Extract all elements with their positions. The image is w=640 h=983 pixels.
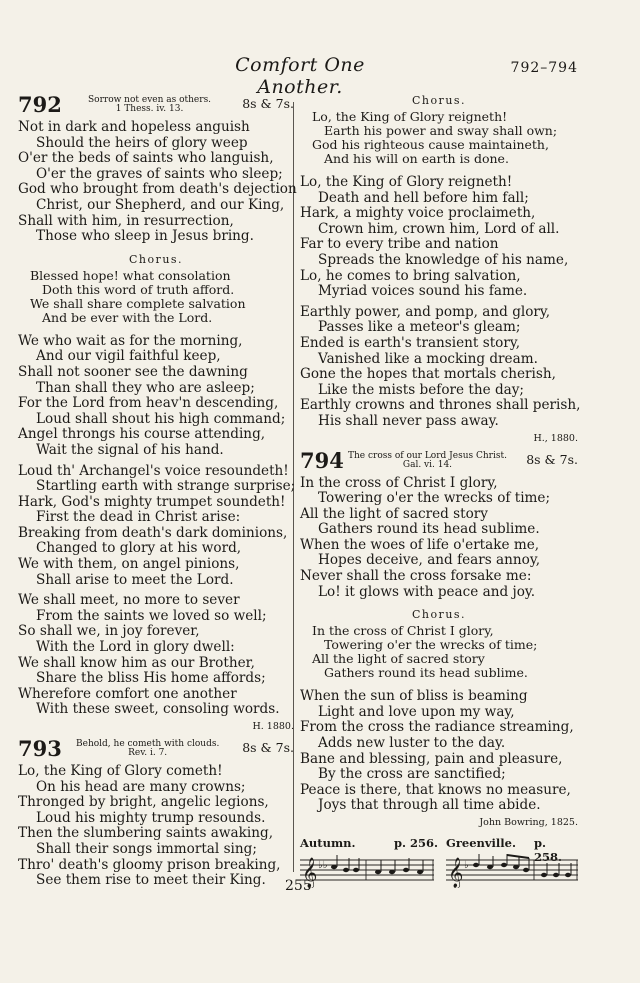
verse-line: Shall not sooner see the dawning (18, 363, 248, 380)
verse-line: From the saints we loved so well; (36, 607, 267, 624)
verse-line: Bane and blessing, pain and pleasure, (300, 750, 563, 767)
verse-line: Thro' death's gloomy prison breaking, (18, 856, 281, 873)
verse-line: Shall with him, in resurrection, (18, 212, 234, 229)
left-column (18, 92, 297, 894)
verse-line: Shall their songs immortal sing; (36, 840, 257, 857)
attribution: John Bowring, 1825. (479, 817, 578, 828)
hymn-range: 792–794 (510, 60, 578, 76)
meter: 8s & 7s. (242, 740, 294, 755)
hymn-number: 792 (18, 92, 62, 117)
tune-name: Autumn. (300, 836, 356, 850)
music-staff-autumn (300, 854, 434, 888)
verse-line: Ended is earth's transient story, (300, 334, 521, 351)
verse-line: From the cross the radiance streaming, (300, 719, 574, 736)
verse-line: His shall never pass away. (318, 412, 499, 429)
verse-line: See them rise to meet their King. (36, 872, 266, 889)
page-number: 255 (285, 878, 312, 894)
chorus-line: And be ever with the Lord. (42, 309, 213, 325)
verse-line: So shall we, in joy forever, (18, 623, 200, 640)
verse-line: By the cross are sanctified; (318, 766, 506, 783)
chorus-line: All the light of sacred story (312, 651, 485, 667)
meter: 8s & 7s. (242, 96, 294, 111)
verse-line: Than shall they who are asleep; (36, 379, 255, 396)
verse-line: Angel throngs his course attending, (18, 426, 266, 443)
stanza (18, 334, 294, 459)
hymn-number: 793 (18, 736, 62, 761)
scripture-reference: Behold, he cometh with clouds. Rev. i. 7. (76, 739, 220, 758)
verse-line: Earthly power, and pomp, and glory, (300, 303, 551, 320)
hymn-793-header (18, 736, 294, 764)
verse-line: Hark, a mighty voice proclaimeth, (300, 205, 536, 222)
chorus-line: Blessed hope! what consolation (30, 267, 231, 283)
verse-line: On his head are many crowns; (36, 778, 246, 795)
verse-line: Gone the hopes that mortals cherish, (300, 366, 556, 383)
verse-line: Gathers round its head sublime. (318, 521, 540, 538)
verse-line: Never shall the cross forsake me: (300, 568, 532, 585)
verse-line: Adds new luster to the day. (318, 735, 506, 752)
verse-line: Then the slumbering saints awaking, (18, 825, 274, 842)
stanza (18, 764, 294, 889)
tune-page: p. 256. (394, 836, 439, 850)
chorus-line: And his will on earth is done. (324, 151, 509, 166)
music-staff-greenville (446, 854, 578, 888)
chorus-line: Lo, the King of Glory reigneth! (312, 109, 508, 124)
verse-line: Towering o'er the wrecks of time; (318, 490, 551, 507)
verse-line: Loud th' Archangel's voice resoundeth! (18, 462, 289, 479)
chorus-line: Doth this word of truth afford. (42, 281, 235, 297)
verse-line: Earthly crowns and thrones shall perish, (300, 397, 581, 414)
verse-line: Lo, the King of Glory cometh! (18, 763, 223, 779)
svg-text:♭: ♭ (464, 860, 469, 871)
verse-line: Not in dark and hopeless anguish (18, 119, 250, 135)
chorus-label: Chorus. (128, 252, 184, 266)
verse-line: Those who sleep in Jesus bring. (36, 228, 254, 245)
verse-line: And our vigil faithful keep, (36, 348, 221, 365)
verse-line: We shall meet, no more to sever (18, 592, 240, 609)
svg-text:♭♭: ♭♭ (318, 860, 328, 871)
verse-line: Christ, our Shepherd, and our King, (36, 196, 285, 213)
verse-line: Breaking from death's dark dominions, (18, 524, 288, 541)
verse-line: God who brought from death's dejection (18, 181, 297, 198)
verse-line: With these sweet, consoling words. (36, 701, 280, 718)
stanza (300, 476, 578, 601)
tune-references (300, 836, 578, 898)
chorus-label: Chorus. (411, 608, 467, 622)
chorus-line: Earth his power and sway shall own; (324, 123, 558, 138)
verse-line: All the light of sacred story (300, 505, 488, 522)
verse-line: Vanished like a mocking dream. (318, 350, 538, 367)
verse-line: Spreads the knowledge of his name, (318, 251, 569, 268)
chorus-line: In the cross of Christ I glory, (312, 623, 494, 639)
verse-line: Like the mists before the day; (318, 381, 525, 398)
verse-line: When the woes of life o'ertake me, (300, 536, 540, 553)
hymn-794-header (300, 448, 578, 476)
svg-text:𝄞: 𝄞 (448, 858, 464, 888)
verse-line: Joys that through all time abide. (318, 797, 541, 814)
chorus-line: Towering o'er the wrecks of time; (324, 637, 538, 653)
stanza (18, 593, 294, 718)
chorus-line: Gathers round its head sublime. (324, 665, 528, 681)
verse-line: First the dead in Christ arise: (36, 509, 241, 526)
verse-line: When the sun of bliss is beaming (300, 688, 528, 705)
chorus (300, 110, 578, 166)
verse-line: O'er the graves of saints who sleep; (36, 165, 283, 182)
svg-text:𝄞: 𝄞 (302, 858, 318, 888)
verse-line: Lo, the King of Glory reigneth! (300, 174, 513, 190)
verse-line: Loud shall shout his high command; (36, 410, 286, 427)
verse-line: Share the bliss His home affords; (36, 670, 266, 687)
verse-line: O'er the beds of saints who languish, (18, 150, 274, 167)
verse-line: We with them, on angel pinions, (18, 556, 240, 573)
running-title: Comfort One Another. (235, 54, 365, 98)
verse-line: For the Lord from heav'n descending, (18, 395, 279, 412)
attribution: H. 1880. (252, 721, 294, 732)
verse-line: Wait the signal of his hand. (36, 441, 224, 458)
stanza (300, 175, 578, 300)
verse-line: Peace is there, that knows no measure, (300, 781, 571, 798)
verse-line: Lo! it glows with peace and joy. (318, 583, 536, 600)
verse-line: Myriad voices sound his fame. (318, 283, 528, 300)
attribution: H., 1880. (533, 432, 578, 444)
chorus-label: Chorus. (411, 94, 467, 107)
verse-line: Far to every tribe and nation (300, 236, 499, 253)
tune-name: Greenville. (446, 836, 516, 850)
tune-page: p. 258. (534, 836, 563, 864)
verse-line: Light and love upon my way, (318, 703, 515, 720)
right-column (300, 92, 581, 898)
verse-line: In the cross of Christ I glory, (300, 474, 498, 491)
verse-line: Thronged by bright, angelic legions, (18, 794, 269, 811)
hymn-number: 794 (300, 447, 344, 473)
verse-line: Loud his mighty trump resounds. (36, 809, 266, 826)
verse-line: With the Lord in glory dwell: (36, 639, 235, 656)
chorus (18, 269, 294, 325)
verse-line: Changed to glory at his word, (36, 540, 242, 557)
verse-line: Crown him, crown him, Lord of all. (318, 220, 560, 237)
verse-line: Should the heirs of glory weep (36, 134, 248, 151)
verse-line: We who wait as for the morning, (18, 332, 243, 349)
chorus (300, 624, 578, 680)
stanza (18, 464, 294, 589)
stanza (18, 119, 297, 245)
stanza (300, 689, 578, 814)
verse-line: Hark, God's mighty trumpet soundeth! (18, 493, 286, 510)
hymn-792-header (18, 92, 294, 120)
verse-line: We shall know him as our Brother, (18, 654, 255, 671)
chorus-line: We shall share complete salvation (30, 295, 246, 311)
verse-line: Shall arise to meet the Lord. (36, 571, 234, 588)
verse-line: Death and hell before him fall; (318, 189, 529, 206)
meter: 8s & 7s. (526, 451, 578, 467)
chorus-line: God his righteous cause maintaineth, (312, 137, 549, 152)
verse-line: Lo, he comes to bring salvation, (300, 267, 521, 284)
verse-line: Passes like a meteor's gleam; (318, 319, 521, 336)
verse-line: Startling earth with strange surprise; (36, 478, 296, 495)
stanza (300, 303, 581, 430)
scripture-reference: The cross of our Lord Jesus Christ. Gal. vi. 14. (348, 450, 507, 470)
verse-line: Wherefore comfort one another (18, 685, 237, 702)
scripture-reference: Sorrow not even as others. 1 Thess. iv. 13. (88, 95, 212, 114)
verse-line: Hopes deceive, and fears annoy, (318, 552, 541, 569)
